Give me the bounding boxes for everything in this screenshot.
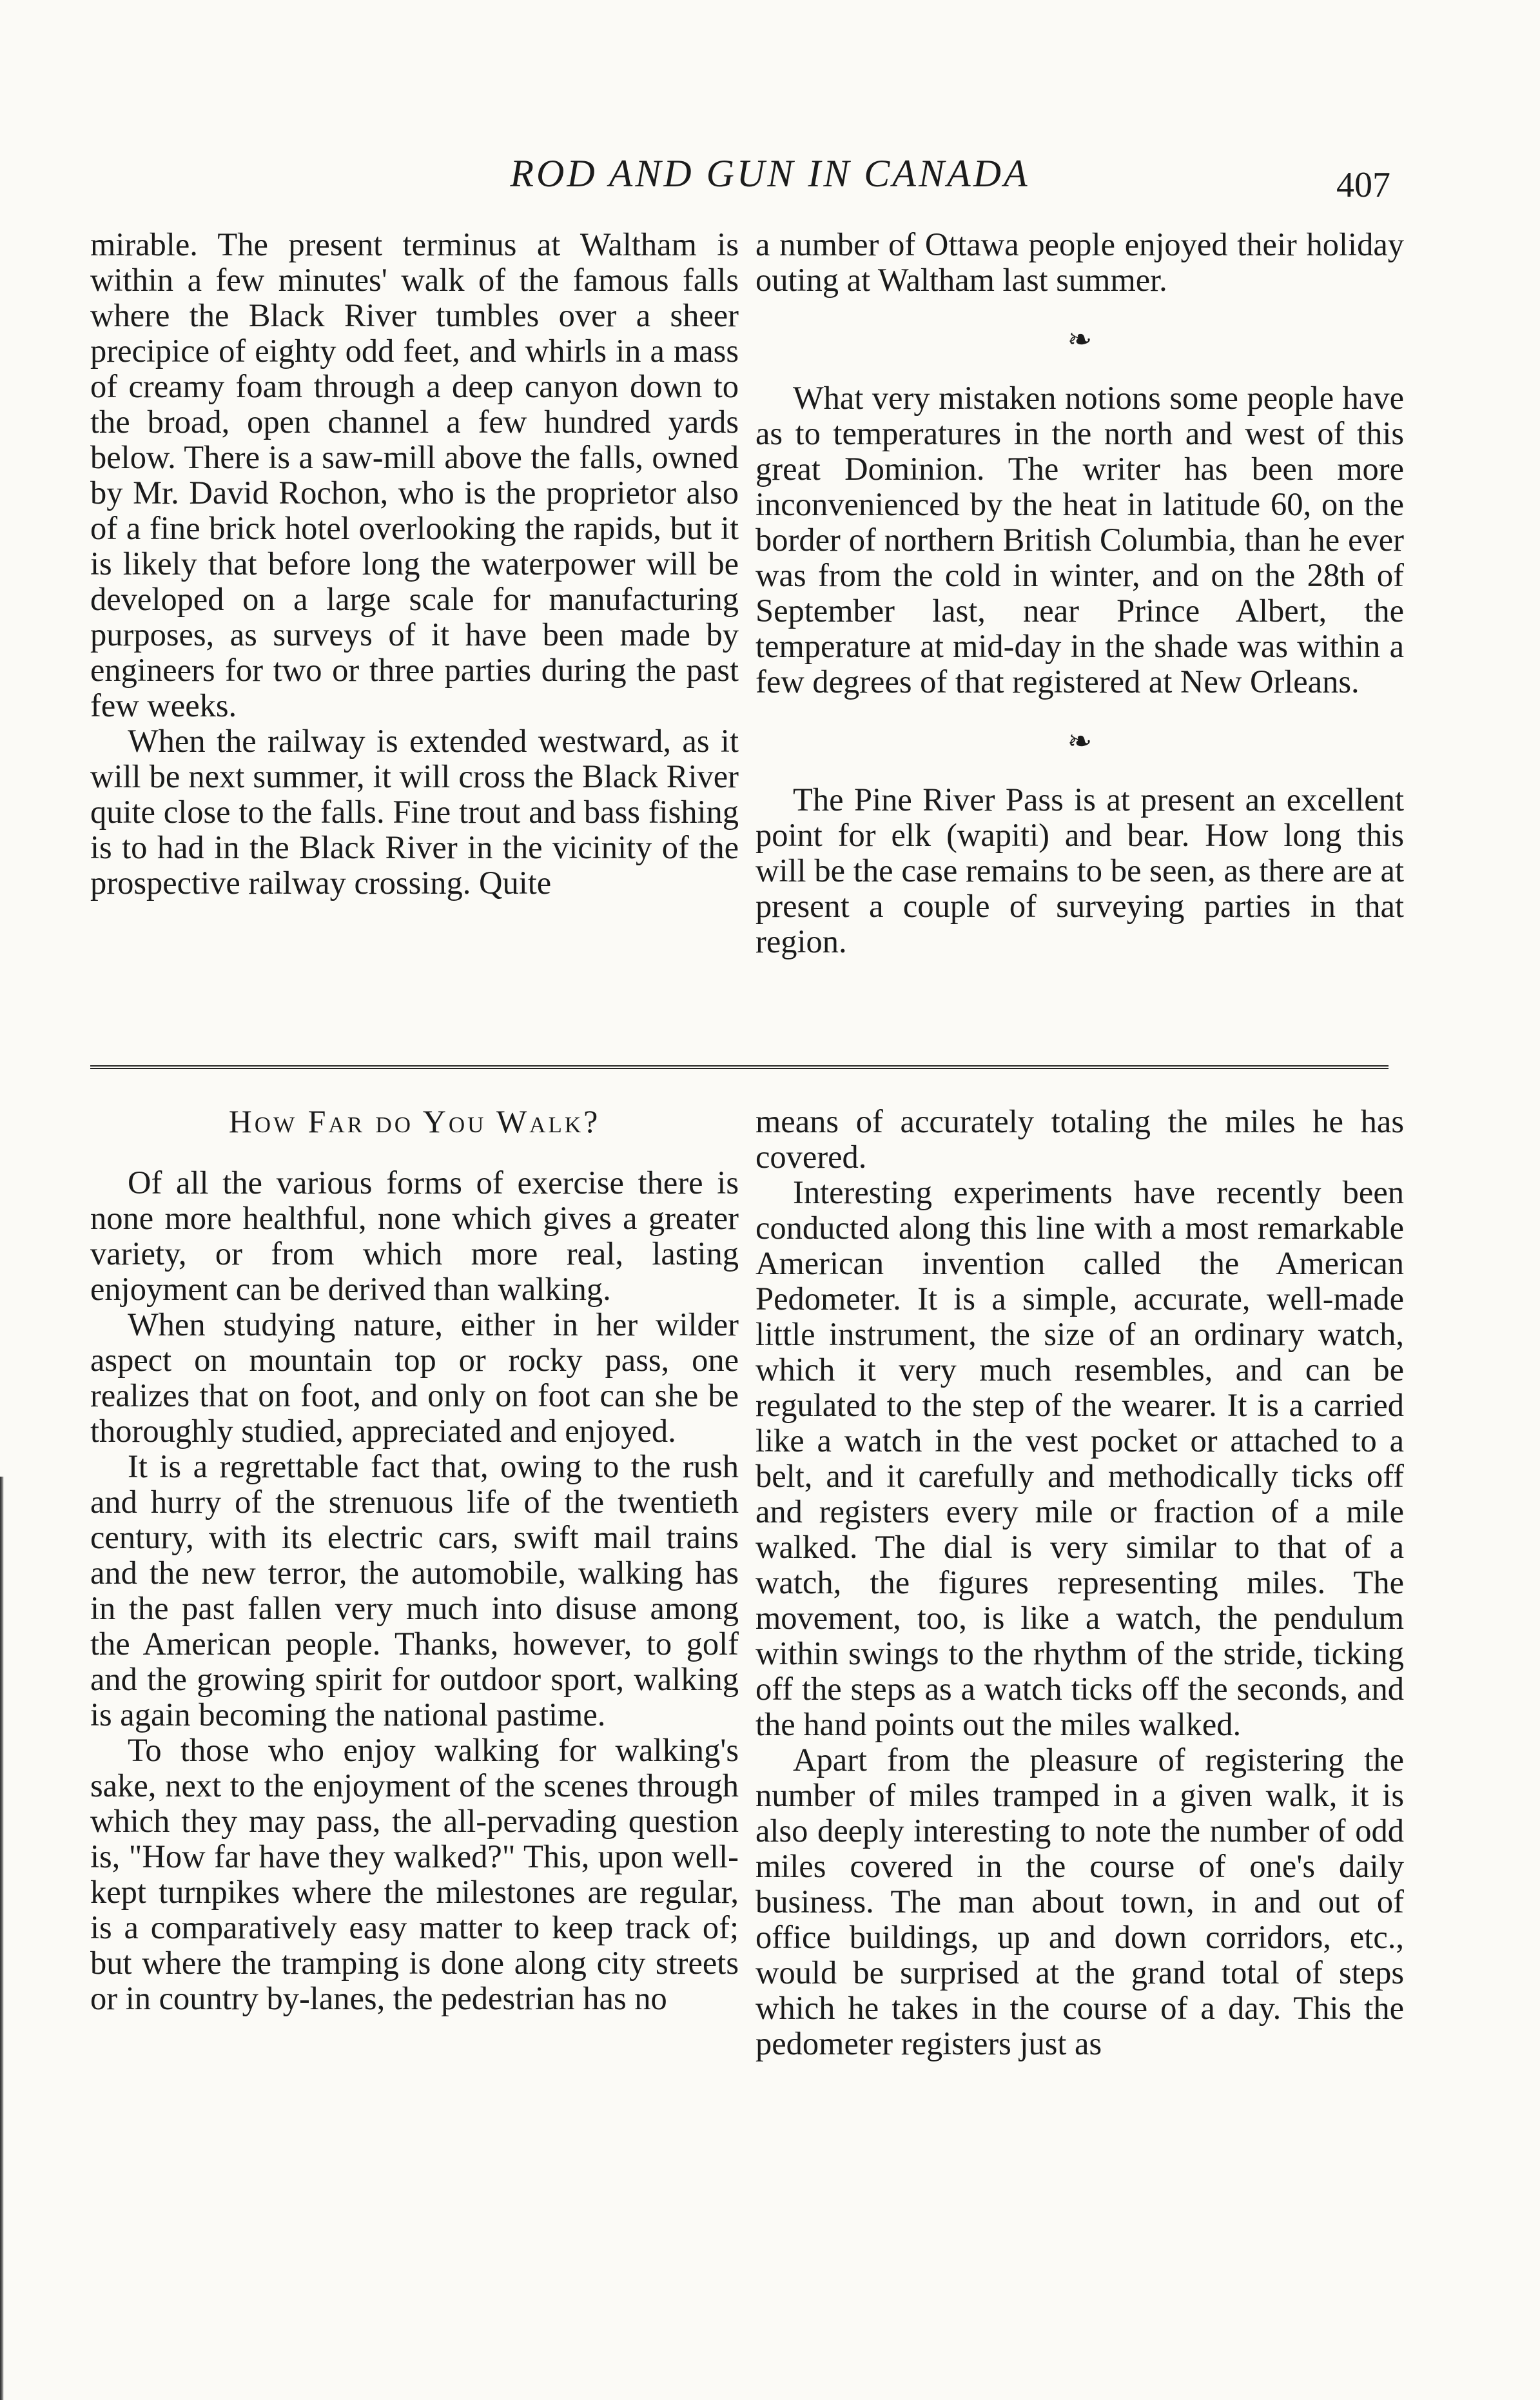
running-head: ROD AND GUN IN CANADA: [510, 152, 1030, 195]
paragraph: When studying nature, either in her wilder aspect on mountain top or rocky pass, one realizes that on foot, and only on foot can she be thoroughly studied, appreciated and enjoyed.: [90, 1306, 739, 1449]
page-binding-edge: [0, 1477, 4, 2400]
paragraph: What very mistaken notions some people have as to temperatures in the north and west of this great Dominion. The writer has been more inconvenienced by the heat in latitude 60, on the border of northern British Columbia, than he ever was from the cold in winter, and on the 28th of September last, near Prince Albert, the temperature at mid-day in the shade was within a few degrees of that registered at New Orleans.: [755, 380, 1404, 700]
article-left-column: [90, 1104, 739, 2016]
paragraph: To those who enjoy walking for walking's sake, next to the enjoyment of the scenes through which they may pass, the all-pervading question is, "How far have they walked?" This, upon well-kept turnpikes where the milestones are regular, is a comparatively easy matter to keep track of; but where the tramping is done along city streets or in country by-lanes, the pedestrian has no: [90, 1732, 739, 2016]
section-rule: [90, 1065, 1389, 1073]
fleuron-divider: ❧: [1067, 724, 1093, 758]
paragraph: The Pine River Pass is at present an excellent point for elk (wapiti) and bear. How long this will be the case remains to be seen, as there are at present a couple of surveying parties in that region.: [755, 782, 1404, 959]
top-left-column: [90, 227, 739, 901]
paragraph: Interesting experiments have recently been conducted along this line with a most remarkable American invention called the American Pedometer. It is a simple, accurate, well-made little instrument, the size of an ordinary watch, which it very much resembles, and can be regulated to the step of the wearer. It is a carried like a watch in the vest pocket or attached to a belt, and it carefully and methodically ticks off and registers every mile or fraction of a mile walked. The dial is very similar to that of a watch, the figures representing miles. The movement, too, is like a watch, the pendulum within swings to the rhythm of the stride, ticking off the steps as a watch ticks off the seconds, and the hand points out the miles walked.: [755, 1174, 1404, 1742]
article-right-column: [755, 1104, 1404, 2061]
paragraph: It is a regrettable fact that, owing to the rush and hurry of the strenuous life of the twentieth century, with its electric cars, swift mail trains and the new terror, the automobile, walking has in the past fallen very much into disuse among the American people. Thanks, however, to golf and the growing spirit for outdoor sport, walking is again becoming the national pastime.: [90, 1448, 739, 1733]
paragraph: Apart from the pleasure of registering the number of miles tramped in a given walk, it is also deeply interesting to note the number of odd miles covered in the course of one's daily business. The man about town, in and out of office buildings, up and down corridors, etc., would be surprised at the grand total of steps which he takes in the course of a day. This the pedometer registers just as: [755, 1742, 1404, 2061]
fleuron-divider: ❧: [1067, 322, 1093, 356]
paragraph: Of all the various forms of exercise there is none more healthful, none which gives a greater variety, or from which more real, lasting enjoyment can be derived than walking.: [90, 1165, 739, 1307]
page-header: [0, 152, 1540, 210]
top-right-column: [755, 227, 1404, 959]
paragraph: a number of Ottawa people enjoyed their holiday outing at Waltham last summer.: [755, 226, 1404, 298]
article-title: How Far do You Walk?: [228, 1103, 601, 1139]
page-number: 407: [1336, 165, 1390, 205]
paragraph: means of accurately totaling the miles he has covered.: [755, 1103, 1404, 1175]
paragraph: When the railway is extended westward, as it will be next summer, it will cross the Black River quite close to the falls. Fine trout and bass fishing is to had in the Black River in the vicinity of the prospective railway crossing. Quite: [90, 723, 739, 901]
paragraph: mirable. The present terminus at Waltham is within a few minutes' walk of the famous falls where the Black River tumbles over a sheer precipice of eighty odd feet, and whirls in a mass of creamy foam through a deep canyon down to the broad, open channel a few hundred yards below. There is a saw-mill above the falls, owned by Mr. David Rochon, who is the proprietor also of a fine brick hotel overlooking the rapids, but it is likely that before long the waterpower will be developed on a large scale for manufacturing purposes, as surveys of it have been made by engineers for two or three parties during the past few weeks.: [90, 226, 739, 723]
